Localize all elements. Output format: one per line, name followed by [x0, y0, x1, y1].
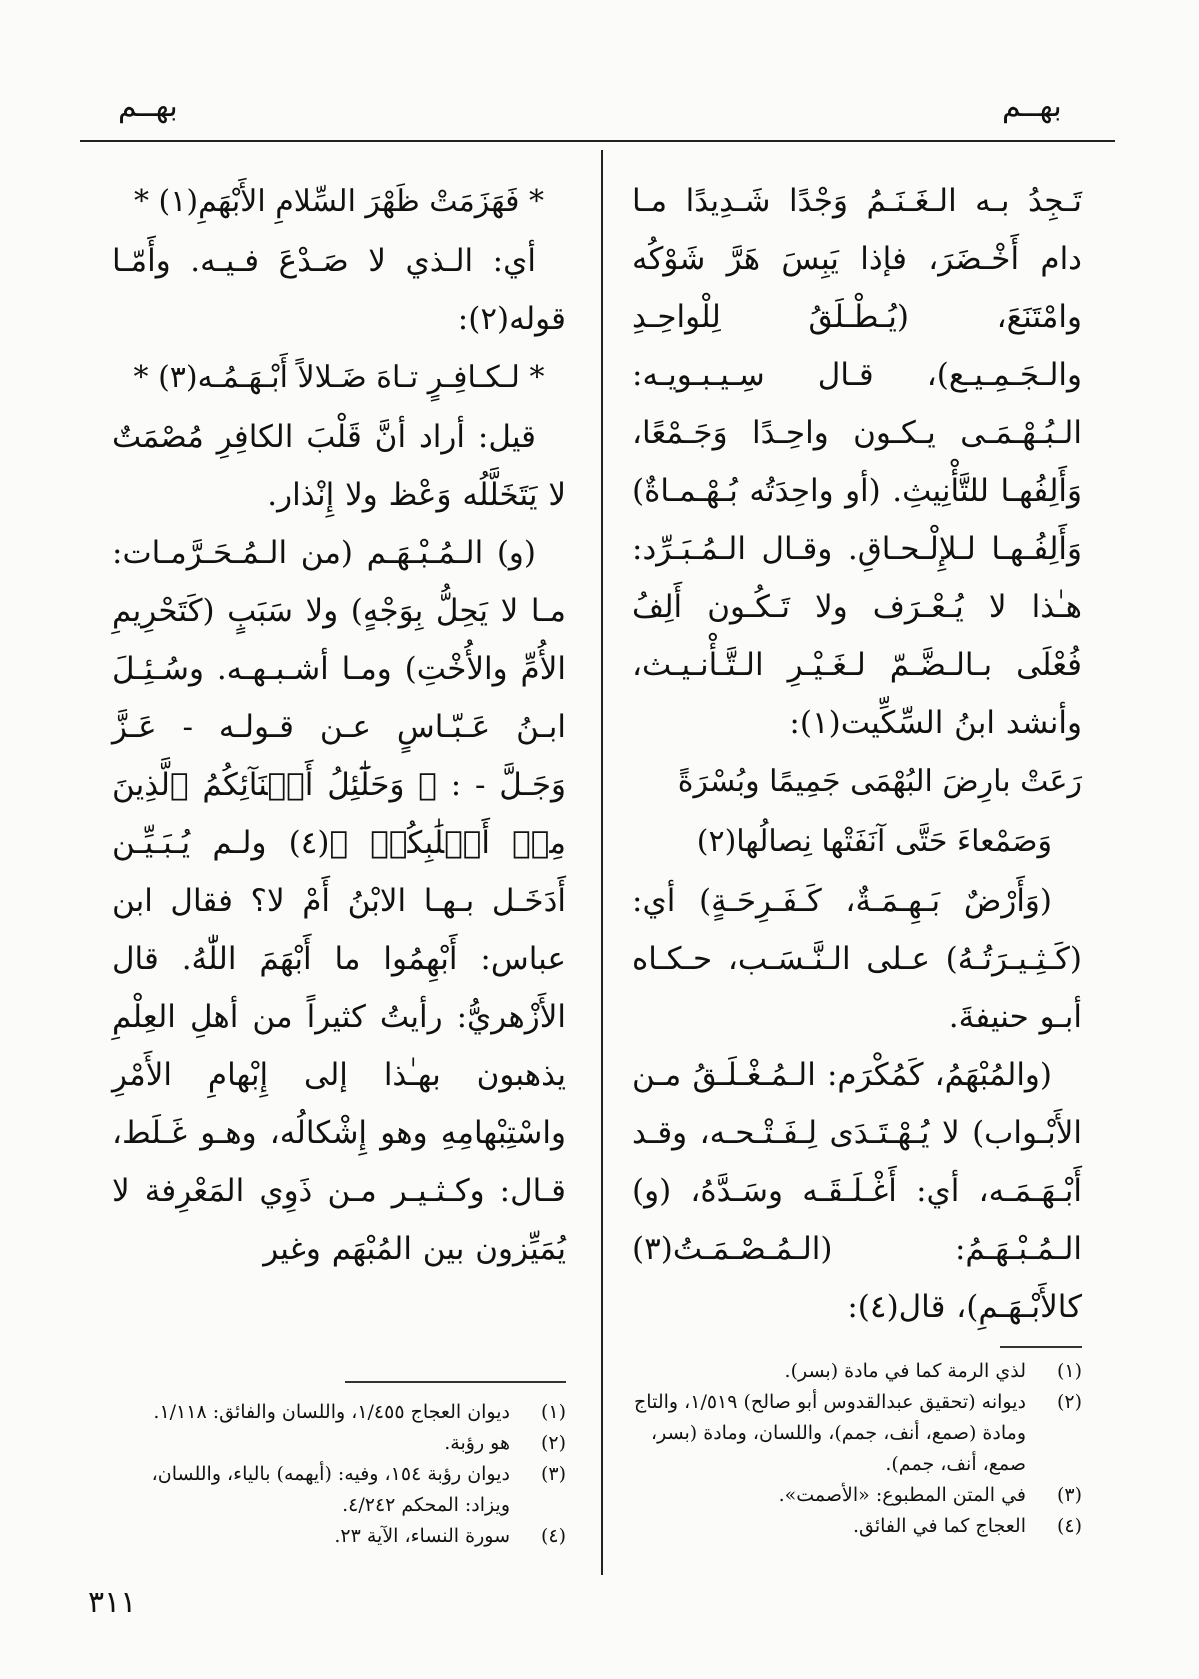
footnote-text: لذي الرمة كما في مادة (بسر).: [784, 1360, 1026, 1382]
right-paragraph-1: تَـجِدُ بـه الـغَـنَـمُ وَجْدًا شَـدِيدًا مـا دام أَخْـضَرَ، فإذا يَبِسَ هَرَّ شَوْكُه وامْتَنَعَ، (يُـطْـلَقُ لِلْواحِـدِ والـجَـمِـيـع)، قـال سِـيـبـويـه: الـبُـهْـمَـى يـكـون واحِـدًا وَجَـمْعًا، وَأَلِفُهـا للتَّأْنِيثِ. (أو واحِدَتُه بُـهْـمـاةٌ) وَأَلِفُـهـا لـلإِلْـحـاقِ. وقـال الـمُـبَـرِّد: هـٰذا لا يُـعْـرَف ولا تَـكُـون أَلِفُ فُعْلَى بـالـضَّـمّ لـغَـيْـرِ الـتَّـأْنـيـث، وأنشد ابنُ السِّكِّيت(١):: [632, 183, 1082, 741]
right-verse-line-1: رَعَتْ بارِضَ البُهْمَى جَمِيمًا وبُسْرَةً: [677, 764, 1082, 799]
footnotes-left: [112, 1397, 566, 1552]
left-verse-mid: * لـكـافِـرٍ تـاهَ ضَـلالاً أَبْـهَـمُـه(٣) *: [133, 360, 545, 395]
footnote-text: سورة النساء، الآية ٢٣.: [334, 1525, 510, 1547]
footnote-text: ديوان رؤبة ١٥٤، وفيه: (أيهمه) بالياء، واللسان، ويزاد: المحكم ٤/٢٤٢.: [151, 1463, 510, 1516]
footnote-number: (٤): [1056, 1515, 1082, 1537]
footnote-number: (٤): [540, 1525, 566, 1547]
running-head-left: بهــم: [118, 89, 178, 124]
footnote: [112, 1397, 566, 1428]
footnote: [112, 1459, 566, 1521]
footnote: [112, 1521, 566, 1552]
right-verse-line-2: وَصَمْعاءَ حَتَّى آنَفَتْها نِصالُها(٢): [696, 824, 1052, 859]
footnote-number: (٣): [1056, 1484, 1082, 1506]
footnote: [632, 1511, 1082, 1542]
left-paragraph-2: قيل: أراد أنَّ قَلْبَ الكافِرِ مُصْمَتٌ لا يَتَخَلَّلُه وَعْظ ولا إِنْذار.: [112, 419, 566, 513]
footnote: [632, 1356, 1082, 1387]
footnote: [632, 1387, 1082, 1480]
page-number: ٣١١: [88, 1585, 137, 1620]
column-divider: [601, 150, 603, 1575]
footnote-text: العجاج كما في الفائق.: [852, 1515, 1026, 1537]
footnotes-right: [632, 1356, 1082, 1542]
footnote-rule-left: [345, 1381, 566, 1383]
footnote-number: (٢): [540, 1432, 566, 1454]
header-rule: [80, 140, 1115, 142]
left-paragraph-1: أي: الـذي لا صَـدْعَ فـيـه. وأَمّـا قوله(٢):: [112, 243, 566, 337]
left-verse-top: * فَهَزَمَتْ ظَهْرَ السِّلامِ الأَبْهَمِ(١) *: [133, 184, 545, 219]
footnote-number: (١): [1056, 1360, 1082, 1382]
footnote-text: هو رؤبة.: [444, 1432, 510, 1454]
right-paragraph-3: (والمُبْهَمُ، كَمُكْرَم: الـمُـغْـلَـقُ مـن الأَبْـواب) لا يُـهْـتَـدَى لِـفَـتْـحـه، وقـد أَبْـهَـمَـه، أي: أَغْـلَـقَـه وسَـدَّهُ، (و) الـمُـبْـهَـمُ: (الـمُـصْـمَـتُ(٣) كالأَبْـهَـمِ)، قال(٤):: [632, 1057, 1082, 1325]
footnote-number: (١): [540, 1401, 566, 1423]
running-head-right: بهــم: [1002, 89, 1062, 124]
footnote-text: ديوان العجاج ١/٤٥٥، واللسان والفائق: ١/١١٨.: [153, 1401, 510, 1423]
right-paragraph-2: (وَأَرْضٌ بَـهِـمَـةٌ، كَـفَـرِحَـةٍ) أي: (كَـثِـيـرَتُـهُ) عـلى الـنَّـسَـب، حـكـاه أبـو حنيفةَ.: [632, 883, 1082, 1035]
left-paragraph-3: (و) الـمُـبْـهَـم (من الـمُـحَـرَّمـات: مـا لا يَحِلُّ بِوَجْهٍ) ولا سَبَبٍ (كَتَحْرِيمِ الأُمِّ والأُخْتِ) ومـا أشـبـهـه. وسُـئِـلَ ابـنُ عَـبّـاسٍ عـن قـولـه - عَـزَّ وَجَـلَّ - : ﴿ وَحَلَٰٓئِلُ أَبۡنَآئِكُمُ ٱلَّذِينَ مِنۡ أَصۡلَٰبِكُمۡ ﴾(٤) ولـم يُـبَـيِّـن أَدَخَـل بـهـا الابْنُ أَمْ لا؟ فقال ابن عباس: أَبْهِمُوا ما أَبْهَمَ اللّٰهُ. قال الأَزْهريُّ: رأيتُ كثيراً من أهلِ العِلْمِ يذهبون بهـٰذا إلى إِبْهامِ الأَمْرِ واسْتِبْهامِهِ وهو إِشْكالُه، وهـو غَـلَط، قـال: وكـثـيـر مـن ذَوِي المَعْرِفة لا يُمَيِّزون بين المُبْهَم وغير: [112, 535, 566, 1267]
footnote-text: في المتن المطبوع: «الأصمت».: [778, 1484, 1026, 1506]
right-column: [632, 172, 1082, 1336]
footnote-number: (٣): [540, 1463, 566, 1485]
footnote-number: (٢): [1056, 1391, 1082, 1413]
footnote: [632, 1480, 1082, 1511]
footnote: [112, 1428, 566, 1459]
footnote-text: ديوانه (تحقيق عبدالقدوس أبو صالح) ١/٥١٩، والتاج ومادة (صمع، أنف، جمم)، واللسان، ومادة (بسر، صمع، أنف، جمم).: [634, 1391, 1026, 1475]
left-column: [112, 172, 566, 1278]
footnote-rule-right: [1000, 1346, 1082, 1348]
